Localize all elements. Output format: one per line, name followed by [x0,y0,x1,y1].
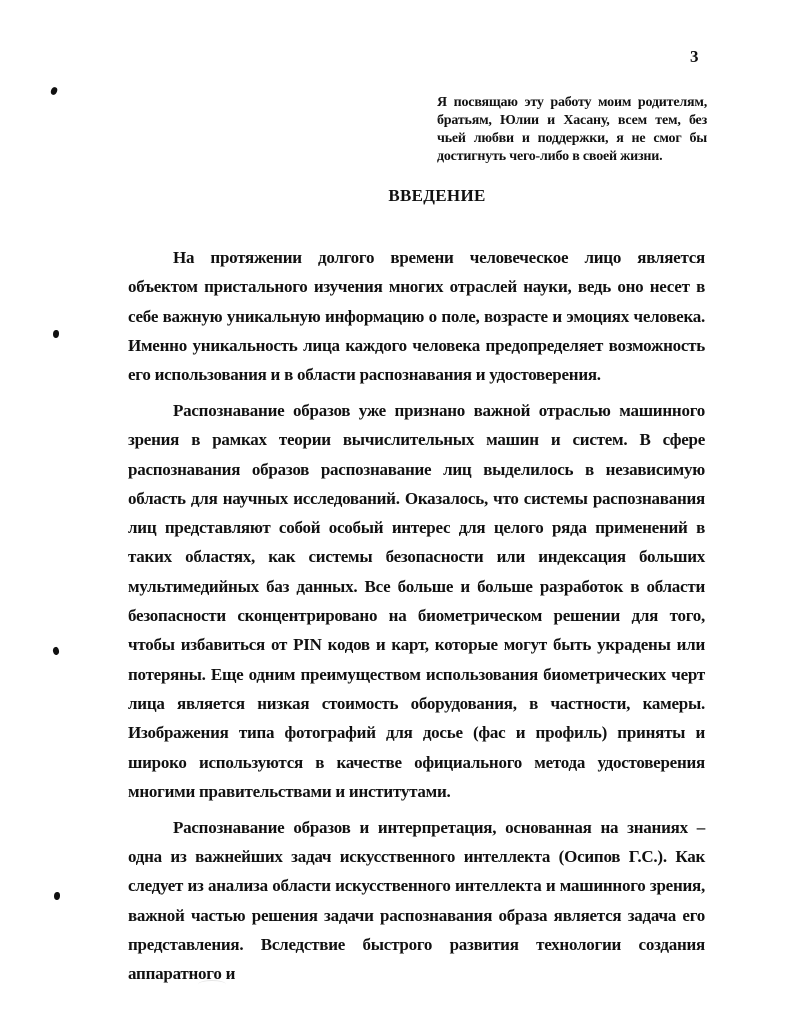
dedication-epigraph: Я посвящаю эту работу моим родителям, братьям, Юлии и Хасану, всем тем, без чьей любви и поддержки, я не смог бы достигнуть чего-либо в своей жизни. [437,95,707,164]
scan-smudge [198,980,226,989]
scan-mark [54,892,60,900]
body-text [128,243,705,995]
page-number: 3 [690,47,699,66]
paragraph-2: Распознавание образов уже признано важной отраслью машинного зрения в рамках теории вычислительных машин и систем. В сфере распознавания образов распознавание лиц выделилось в независимую область для научных исследований. Оказалось, что системы распознавания лиц представляют собой особый интерес для целого ряда применений в таких областях, как системы безопасности или индексация больших мультимедийных баз данных. Все больше и больше разработок в области безопасности сконцентрировано на биометрическом решении для того, чтобы избавиться от PIN кодов и карт, которые могут быть украдены или потеряны. Еще одним преимуществом использования биометрических черт лица является низкая стоимость оборудования, в частности, камеры. Изображения типа фотографий для досье (фас и профиль) приняты и широко используются в качестве официального метода удостоверения многими правительствами и институтами. [128,400,705,801]
scan-mark [50,86,58,96]
section-heading: ВВЕДЕНИЕ [388,186,486,205]
paragraph-3: Распознавание образов и интерпретация, основанная на знаниях – одна из важнейших задач искусственного интеллекта (Осипов Г.С.). Как следует из анализа области искусственного интеллекта и машинного зрения, важной частью решения задачи распознавания образа является задача его представления. Вследствие быстрого развития технологии создания аппаратного и [128,817,705,984]
scan-mark [53,330,59,338]
paragraph-1: На протяжении долгого времени человеческое лицо является объектом пристального изучения многих отраслей науки, ведь оно несет в себе важную уникальную информацию о поле, возрасте и эмоциях человека. Именно уникальность лица каждого человека предопределяет возможность его использования и в области распознавания и удостоверения. [128,248,705,385]
scan-mark [52,646,60,655]
